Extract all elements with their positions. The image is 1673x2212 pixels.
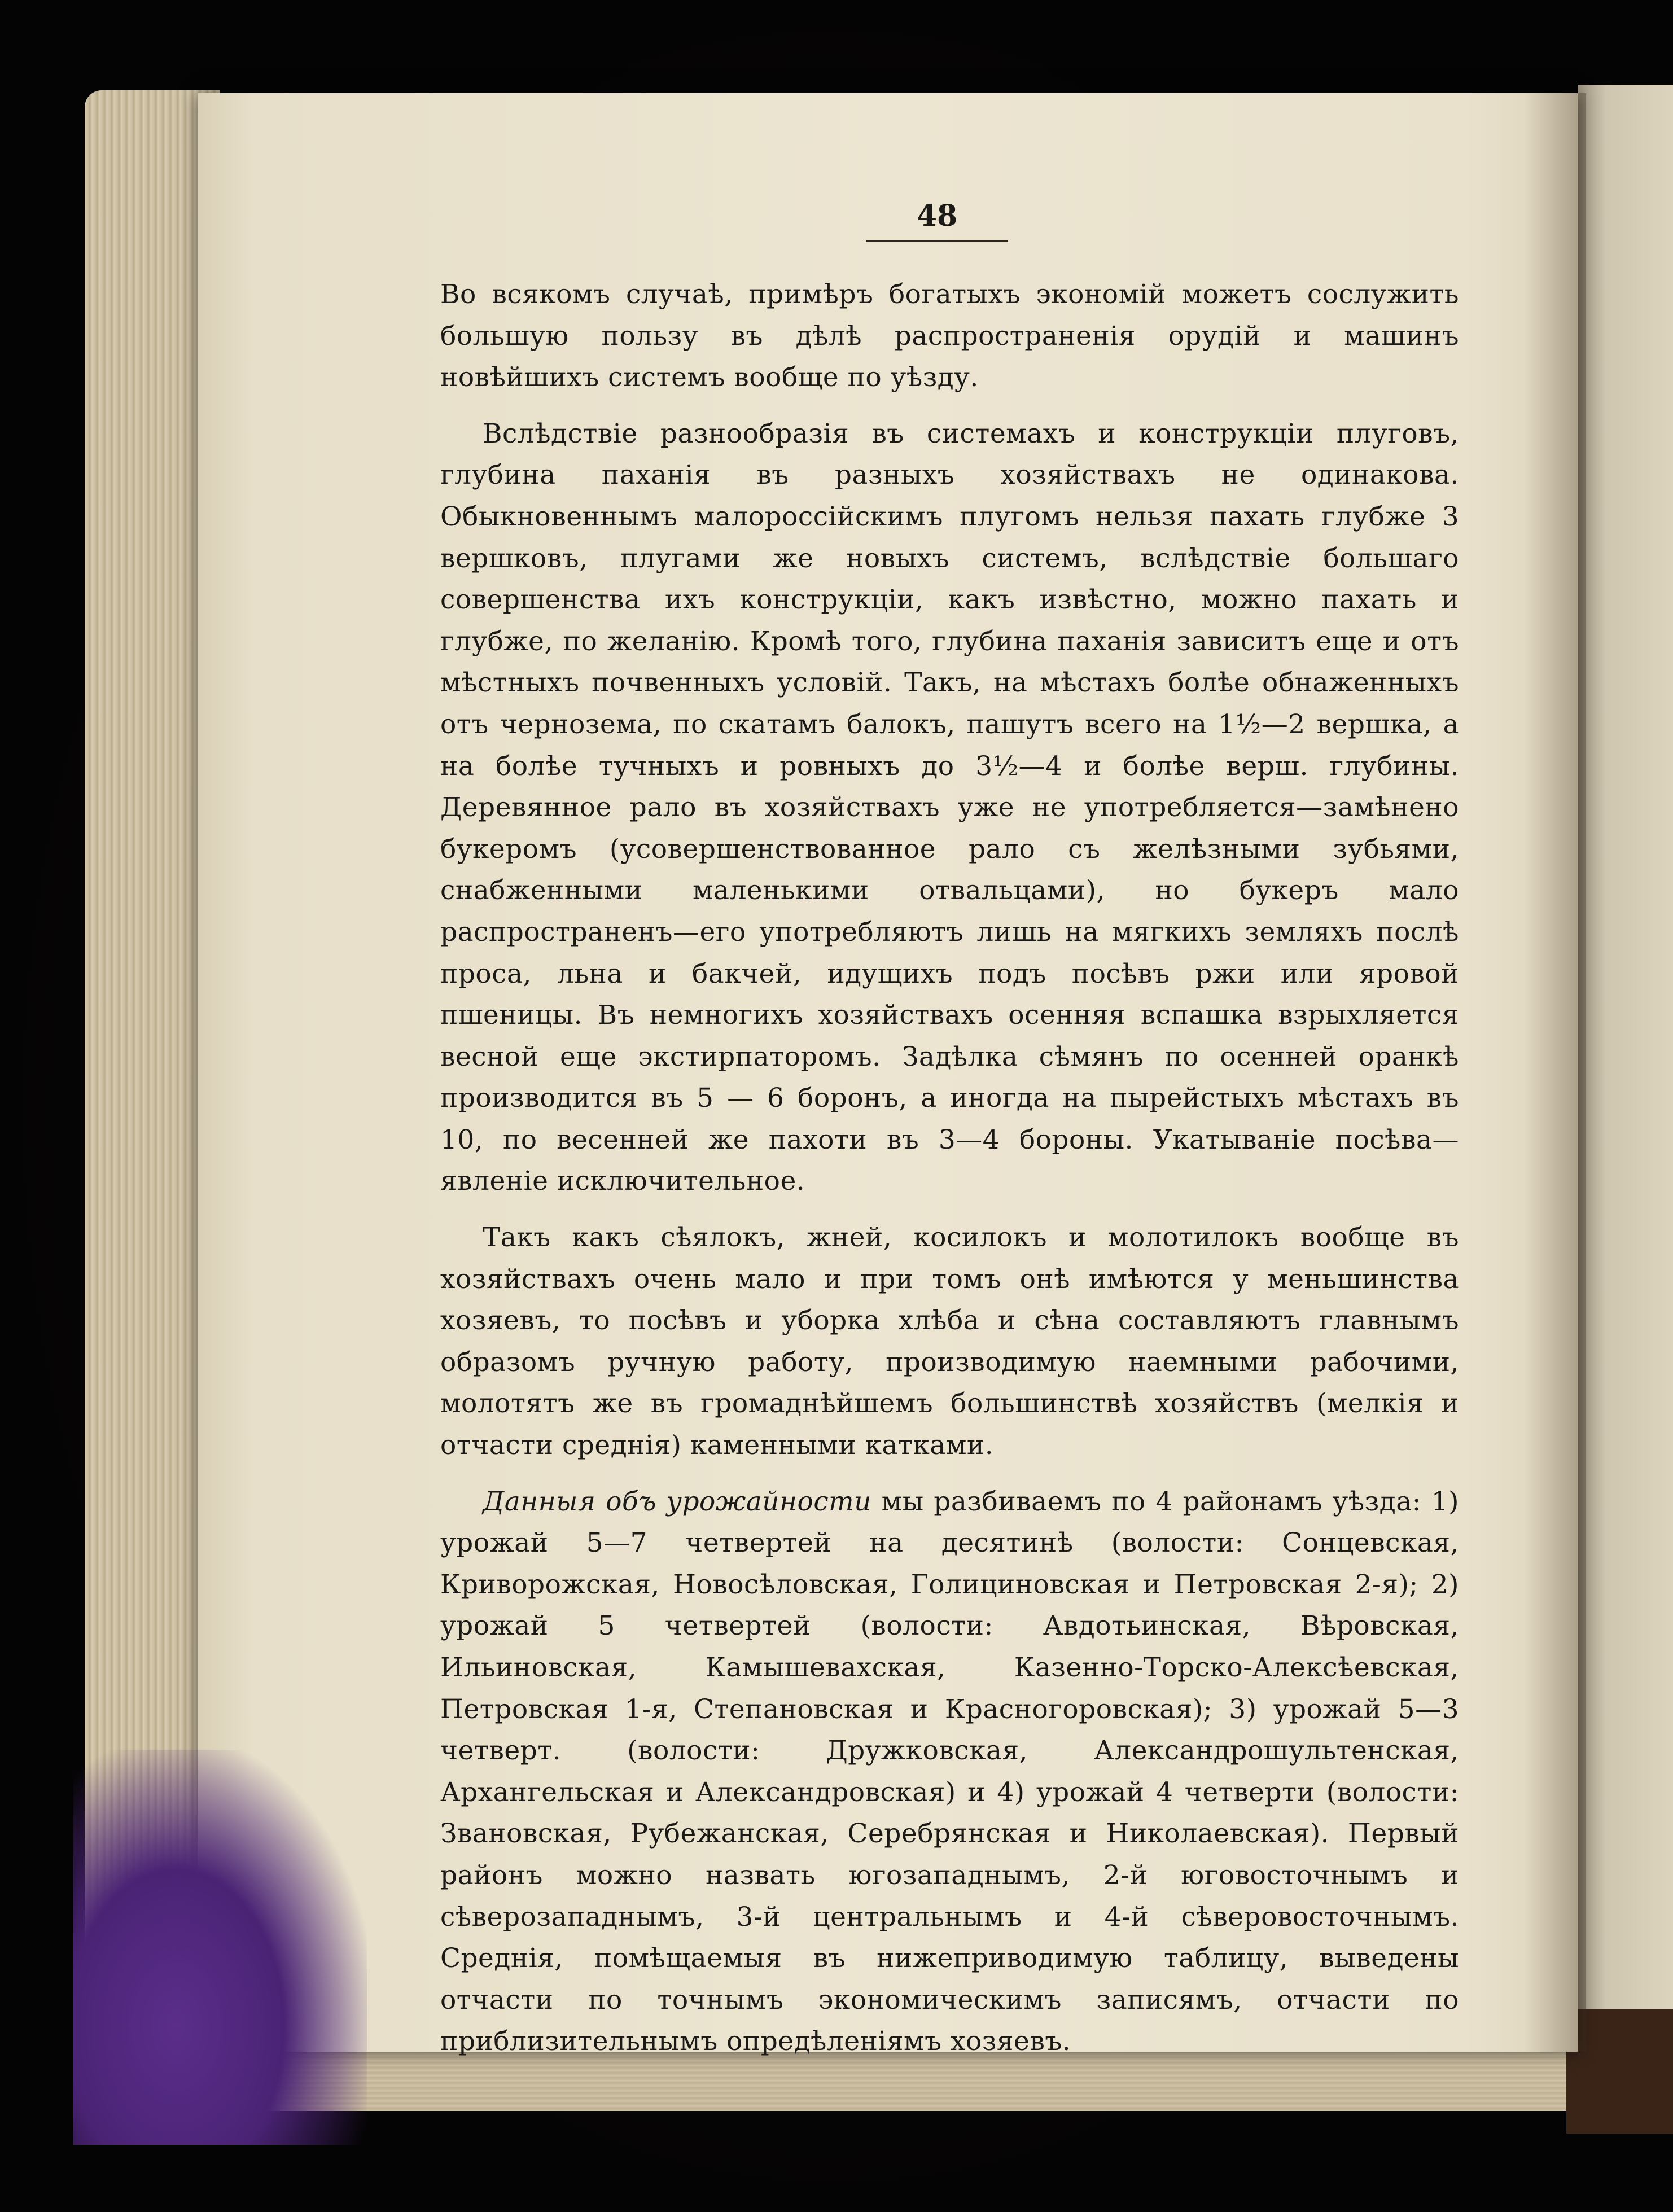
paragraph-4 [440, 1481, 1459, 2062]
facing-page-edge [1578, 85, 1673, 2094]
paragraph-1: Во всякомъ случаѣ, примѣръ богатыхъ экономій можетъ сослужить большую пользу въ дѣлѣ распространенія орудій и машинъ новѣйшихъ системъ вообще по уѣзду. [440, 279, 1459, 393]
paragraph-4-text: мы разбиваемъ по 4 районамъ уѣзда: 1) урожай 5—7 четвертей на десятинѣ (волости: Сонцевская, Криворожская, Новосѣловская, Голициновская и Петровская 2-я); 2) урожай 5 четвертей (волости: Авдотьинская, Вѣровская, Ильиновская, Камышевахская, Казенно-Торско-Алексѣевская, Петровская 1-я, Степановская и Красногоровская); 3) урожай 5—3 четверт. (волости: Дружковская, Александрошультенская, Архангельская и Александровская) и 4) урожай 4 четверти (волости: Звановская, Рубежанская, Серебрянская и Николаевская). Первый районъ можно назвать югозападнымъ, 2-й юговосточнымъ и сѣверозападнымъ, 3-й центральнымъ и 4-й сѣверовосточнымъ. Среднія, помѣщаемыя въ нижеприводимую таблицу, выведены отчасти по точнымъ экономическимъ записямъ, отчасти по приблизительнымъ опредѣленіямъ хозяевъ. [440, 1486, 1459, 2057]
paragraph-3: Такъ какъ сѣялокъ, жней, косилокъ и молотилокъ вообще въ хозяйствахъ очень мало и при томъ онѣ имѣются у меньшинства хозяевъ, то посѣвъ и уборка хлѣба и сѣна составляютъ главнымъ образомъ ручную работу, производимую наемными рабочими, молотятъ же въ громаднѣйшемъ большинствѣ хозяйствъ (мелкія и отчасти среднія) каменными катками. [440, 1222, 1459, 1461]
ink-stain [73, 1750, 367, 2145]
paragraph-gap [440, 1202, 1459, 1217]
paragraph-gap [440, 398, 1459, 413]
paragraph-gap [440, 1466, 1459, 1481]
page-number: 48 [916, 199, 958, 233]
spine-shadow [1524, 93, 1586, 2052]
paragraph-4-italic-lead: Данныя объ урожайности [483, 1486, 871, 1517]
page-number-rule [866, 240, 1008, 242]
body-text [440, 274, 1459, 2062]
paragraph-2: Вслѣдствіе разнообразія въ системахъ и конструкціи плуговъ, глубина паханія въ разныхъ хозяйствахъ не одинакова. Обыкновеннымъ малороссійскимъ плугомъ нельзя пахать глубже 3 вершковъ, плугами же новыхъ системъ, вслѣдствіе большаго совершенства ихъ конструкціи, какъ извѣстно, можно пахать и глубже, по желанію. Кромѣ того, глубина паханія зависитъ еще и отъ мѣстныхъ почвенныхъ условій. Такъ, на мѣстахъ болѣе обнаженныхъ отъ чернозема, по скатамъ балокъ, пашутъ всего на 1½—2 вершка, а на болѣе тучныхъ и ровныхъ до 3½—4 и болѣе верш. глубины. Деревянное рало въ хозяйствахъ уже не употребляется—замѣнено букеромъ (усовершенствованное рало съ желѣзными зубьями, снабженными маленькими отвальцами), но букеръ мало распространенъ—его употребляютъ лишь на мягкихъ земляхъ послѣ проса, льна и бакчей, идущихъ подъ посѣвъ ржи или яровой пшеницы. Въ немногихъ хозяйствахъ осенняя вспашка взрыхляется весной еще экстирпаторомъ. Задѣлка сѣмянъ по осенней оранкѣ производится въ 5 — 6 боронъ, а иногда на пырейстыхъ мѣстахъ въ 10, по весенней же пахоти въ 3—4 бороны. Укатываніе посѣва—явленіе исключительное. [440, 418, 1459, 1197]
